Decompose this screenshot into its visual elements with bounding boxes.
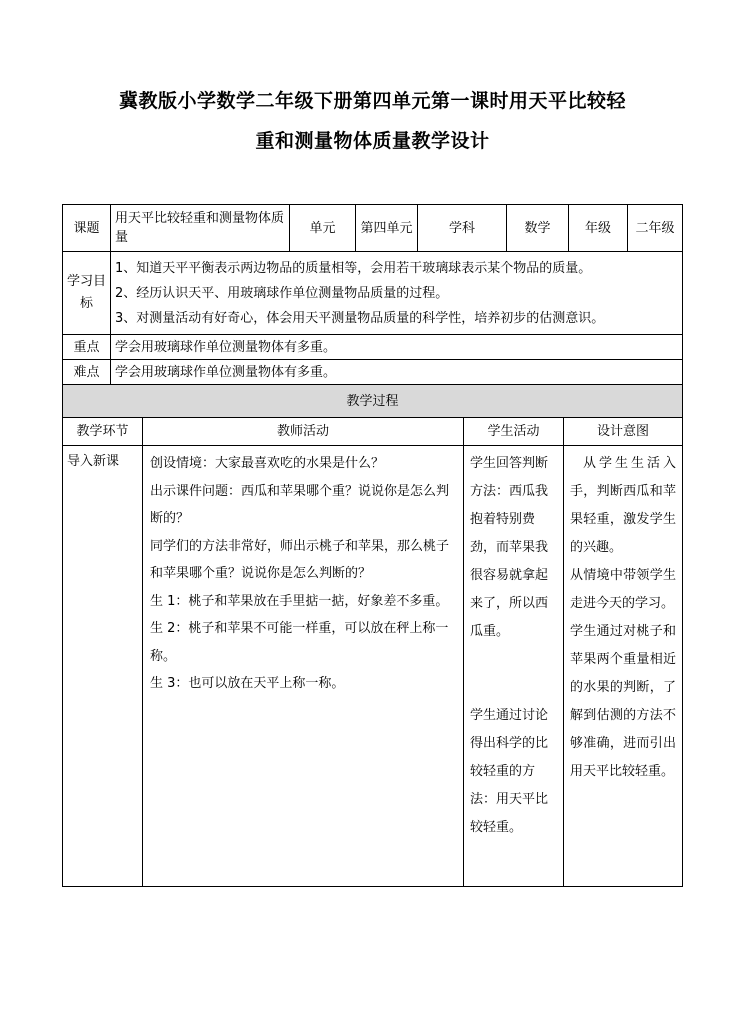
unit-value: 第四单元: [356, 205, 418, 252]
objective-item: 3、对测量活动有好奇心，体会用天平测量物品质量的科学性，培养初步的估测意识。: [115, 310, 605, 326]
col-header-design: 设计意图: [564, 418, 683, 446]
objective-item: 1、知道天平平衡表示两边物品的质量相等，会用若干玻璃球表示某个物品的质量。: [115, 260, 592, 276]
teacher-line: 生 3：也可以放在天平上称一称。: [150, 676, 345, 691]
key-point-value: 学会用玻璃球作单位测量物体有多重。: [111, 335, 683, 360]
grade-value: 二年级: [628, 205, 683, 252]
design-intent-cell: [564, 446, 683, 887]
teacher-activity-cell: [143, 446, 464, 887]
col-header-student: 学生活动: [464, 418, 564, 446]
lesson-info-table: [62, 204, 683, 385]
objectives-list: [111, 252, 683, 335]
subject-value: 数学: [507, 205, 569, 252]
topic-value: 用天平比较轻重和测量物体质量: [111, 205, 290, 252]
difficulty-value: 学会用玻璃球作单位测量物体有多重。: [111, 360, 683, 385]
unit-label: 单元: [290, 205, 356, 252]
difficulty-label: 难点: [63, 360, 111, 385]
teaching-process-table: [62, 384, 683, 887]
process-header: 教学过程: [63, 385, 683, 418]
design-paragraph: 学生通过对桃子和苹果两个重量相近的水果的判断，了解到估测的方法不够准确，进而引出用天平比较轻重。: [570, 624, 677, 779]
student-paragraph: 学生回答判断方法：西瓜我抱着特别费劲，而苹果我很容易就拿起来了，所以西瓜重。: [470, 456, 549, 639]
teacher-line: 创设情境：大家最喜欢吃的水果是什么？: [150, 456, 385, 471]
student-paragraph: 学生通过讨论得出科学的比较轻重的方法：用天平比较轻重。: [470, 708, 549, 835]
subject-label: 学科: [418, 205, 507, 252]
teacher-line: 生 1：桃子和苹果放在手里掂一掂，好象差不多重。: [150, 593, 449, 609]
student-activity-cell: [464, 446, 564, 887]
teacher-line: 出示课件问题：西瓜和苹果哪个重？说说你是怎么判断的？: [150, 483, 450, 526]
teacher-line: 同学们的方法非常好，师出示桃子和苹果，那么桃子和苹果哪个重？说说你是怎么判断的？: [150, 538, 450, 581]
col-header-teacher: 教师活动: [143, 418, 464, 446]
stage-cell: 导入新课: [63, 446, 143, 887]
doc-title-line-1: 冀教版小学数学二年级下册第四单元第一课时用天平比较轻: [118, 90, 626, 112]
objective-item: 2、经历认识天平、用玻璃球作单位测量物品质量的过程。: [115, 285, 449, 301]
objectives-label: 学习目标: [63, 252, 111, 335]
grade-label: 年级: [569, 205, 628, 252]
doc-title-line-2: 重和测量物体质量教学设计: [255, 130, 490, 152]
design-paragraph: 从学生生活入手，判断西瓜和苹果轻重，激发学生的兴趣。: [570, 456, 677, 555]
teacher-line: 生 2：桃子和苹果不可能一样重，可以放在秤上称一称。: [150, 621, 449, 664]
col-header-stage: 教学环节: [63, 418, 143, 446]
key-point-label: 重点: [63, 335, 111, 360]
topic-label: 课题: [63, 205, 111, 252]
design-paragraph: 从情境中带领学生走进今天的学习。: [570, 568, 677, 611]
